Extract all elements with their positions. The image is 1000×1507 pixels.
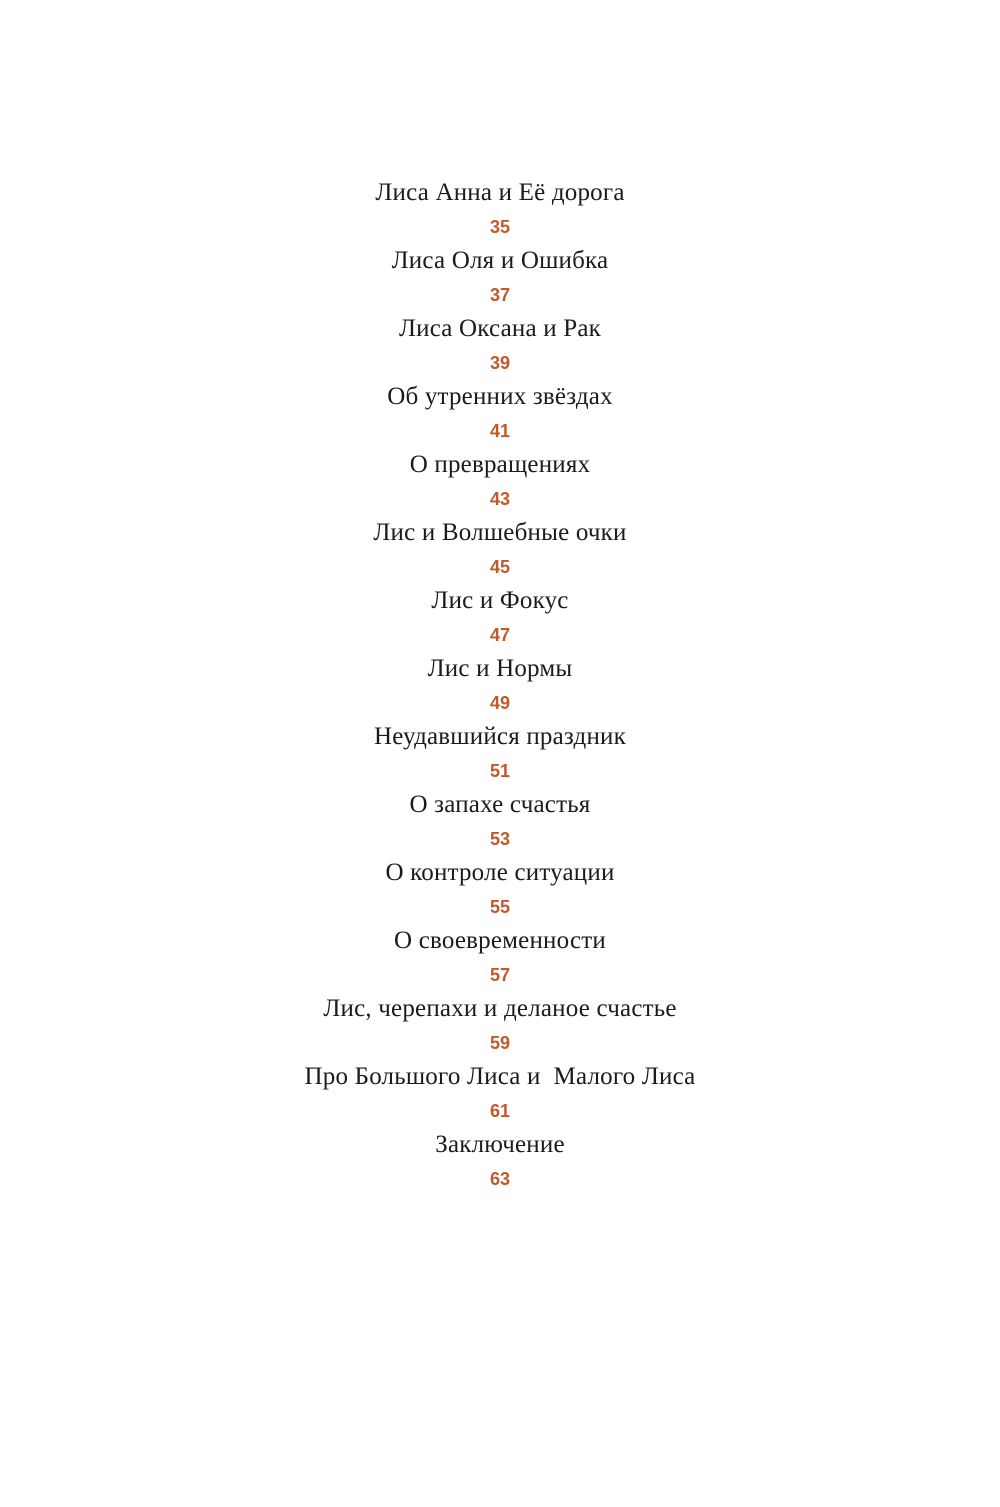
- toc-entry[interactable]: [0, 856, 1000, 924]
- toc-entry-title[interactable]: Лис и Волшебные очки: [373, 519, 627, 546]
- toc-entry-title[interactable]: О запахе счастья: [409, 791, 591, 818]
- toc-entry-page-number: 47: [489, 625, 511, 645]
- toc-entry-page-number: 53: [489, 829, 511, 849]
- toc-entry-title[interactable]: Про Большого Лиса и Малого Лиса: [304, 1063, 696, 1090]
- toc-entry-page-number: 63: [489, 1169, 511, 1189]
- toc-entry-title[interactable]: Лиса Оксана и Рак: [398, 315, 602, 342]
- toc-entry-title[interactable]: Лис и Фокус: [431, 587, 569, 614]
- toc-entry-page-number: 61: [489, 1101, 511, 1121]
- toc-entry-page-number: 45: [489, 557, 511, 577]
- toc-entry[interactable]: [0, 720, 1000, 788]
- toc-entry-title[interactable]: Неудавшийся праздник: [374, 723, 626, 750]
- toc-entry[interactable]: [0, 176, 1000, 244]
- toc-entry-title[interactable]: Лиса Анна и Её дорога: [375, 179, 625, 206]
- toc-entry-title[interactable]: Лис, черепахи и деланое счастье: [323, 995, 677, 1022]
- toc-entry-page-number: 41: [489, 421, 511, 441]
- toc-entry[interactable]: [0, 788, 1000, 856]
- toc-entry[interactable]: [0, 380, 1000, 448]
- toc-entry[interactable]: [0, 584, 1000, 652]
- toc-entry-title[interactable]: Лис и Нормы: [427, 655, 573, 682]
- toc-entry[interactable]: [0, 244, 1000, 312]
- toc-entry-page-number: 51: [489, 761, 511, 781]
- toc-entry-title[interactable]: Об утренних звёздах: [387, 383, 613, 410]
- toc-entry[interactable]: [0, 448, 1000, 516]
- toc-entry[interactable]: [0, 652, 1000, 720]
- toc-entry-title[interactable]: О своевременности: [394, 927, 606, 954]
- toc-entry-page-number: 39: [489, 353, 511, 373]
- toc-entry-page-number: 35: [489, 217, 511, 237]
- toc-entry-page-number: 57: [489, 965, 511, 985]
- toc-entry-page-number: 59: [489, 1033, 511, 1053]
- toc-entry-page-number: 37: [489, 285, 511, 305]
- table-of-contents: [0, 176, 1000, 1196]
- toc-entry[interactable]: [0, 992, 1000, 1060]
- toc-entry-title[interactable]: О контроле ситуации: [385, 859, 615, 886]
- toc-entry[interactable]: [0, 1060, 1000, 1128]
- toc-entry-page-number: 55: [489, 897, 511, 917]
- toc-entry-title[interactable]: Заключение: [435, 1131, 565, 1158]
- toc-entry[interactable]: [0, 312, 1000, 380]
- toc-entry-page-number: 43: [489, 489, 511, 509]
- toc-entry-title[interactable]: Лиса Оля и Ошибка: [391, 247, 609, 274]
- toc-entry-page-number: 49: [489, 693, 511, 713]
- toc-entry[interactable]: [0, 924, 1000, 992]
- toc-entry[interactable]: [0, 1128, 1000, 1196]
- toc-entry[interactable]: [0, 516, 1000, 584]
- toc-entry-title[interactable]: О превращениях: [409, 451, 591, 478]
